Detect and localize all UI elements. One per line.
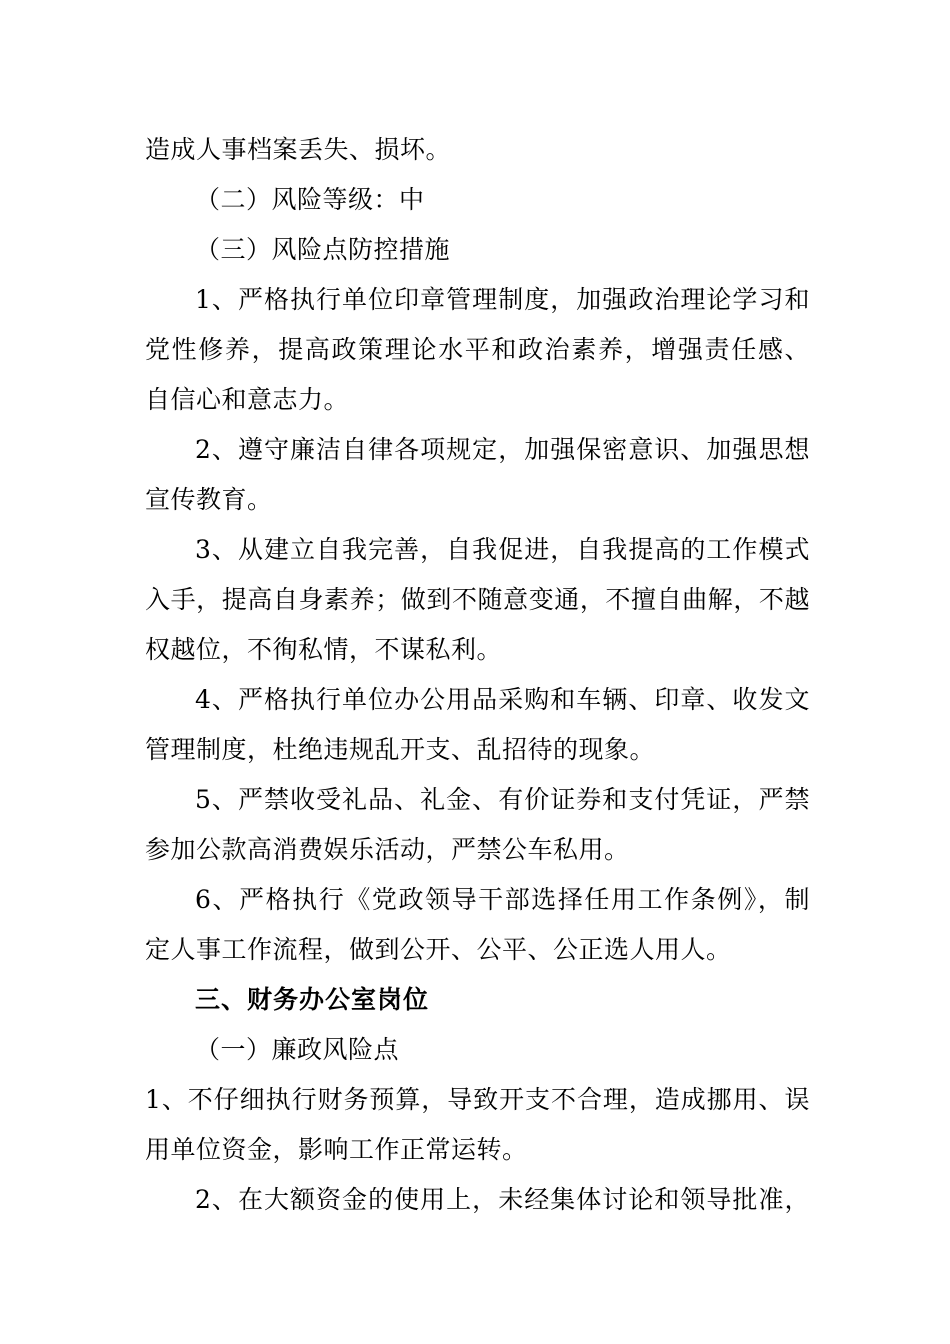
text-line: 入手，提高自身素养；做到不随意变通，不擅自曲解，不越: [145, 585, 810, 614]
text-line: 5、严禁收受礼品、礼金、有价证券和支付凭证，严禁: [195, 785, 810, 814]
text-line: 权越位，不徇私情，不谋私利。: [145, 635, 503, 664]
text-line: 自信心和意志力。: [145, 385, 350, 414]
text-line: 2、遵守廉洁自律各项规定，加强保密意识、加强思想: [195, 435, 810, 464]
text-line: （二）风险等级：中: [195, 185, 425, 214]
section-heading: 三、财务办公室岗位: [195, 985, 430, 1014]
text-line: （三）风险点防控措施: [195, 235, 451, 264]
text-line: （一）廉政风险点: [195, 1035, 400, 1064]
text-line: 2、在大额资金的使用上，未经集体讨论和领导批准，: [195, 1185, 810, 1214]
text-line: 用单位资金，影响工作正常运转。: [145, 1135, 528, 1164]
text-line: 管理制度，杜绝违规乱开支、乱招待的现象。: [145, 735, 656, 764]
text-line: 1、严格执行单位印章管理制度，加强政治理论学习和: [195, 285, 810, 314]
text-line: 定人事工作流程，做到公开、公平、公正选人用人。: [145, 935, 732, 964]
text-line: 参加公款高消费娱乐活动，严禁公车私用。: [145, 835, 630, 864]
text-line: 6、严格执行《党政领导干部选择任用工作条例》，制: [195, 885, 810, 914]
text-line: 党性修养，提高政策理论水平和政治素养，增强责任感、: [145, 335, 810, 364]
text-line: 1、不仔细执行财务预算，导致开支不合理，造成挪用、误: [145, 1085, 810, 1114]
text-line: 4、严格执行单位办公用品采购和车辆、印章、收发文: [195, 685, 810, 714]
text-line: 3、从建立自我完善，自我促进，自我提高的工作模式: [195, 535, 810, 564]
text-line: 宣传教育。: [145, 485, 273, 514]
text-line: 造成人事档案丢失、损坏。: [145, 135, 452, 164]
